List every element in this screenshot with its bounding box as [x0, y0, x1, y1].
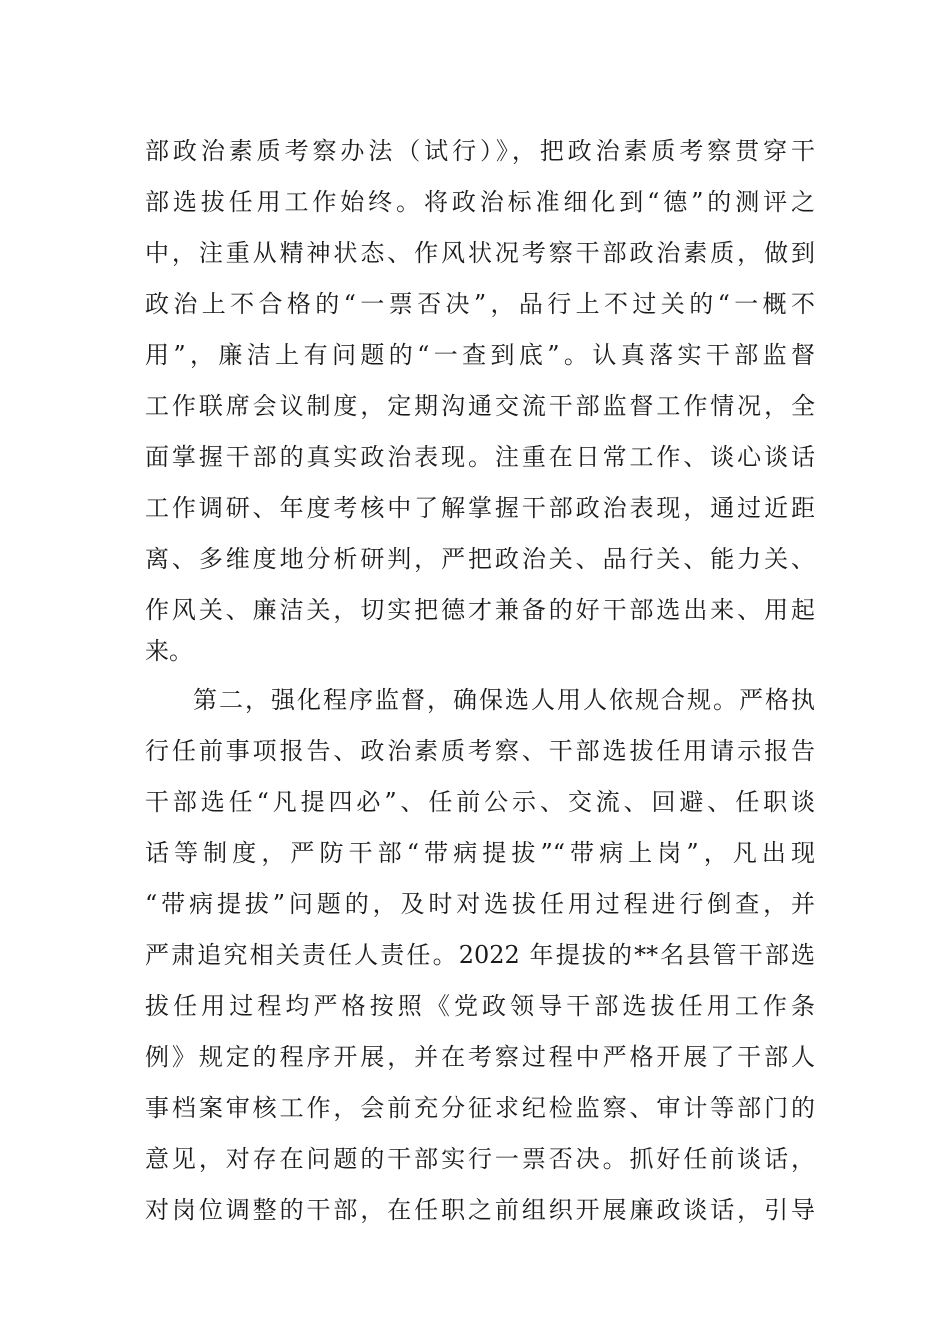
text-line: 意见，对存在问题的干部实行一票否决。抓好任前谈话，	[145, 1145, 815, 1173]
text-line: 用”，廉洁上有问题的“一查到底”。认真落实干部监督	[145, 341, 815, 369]
text-line: 严肃追究相关责任人责任。2022 年提拔的**名县管干部选	[145, 941, 815, 969]
text-line: 中，注重从精神状态、作风状况考察干部政治素质，做到	[145, 239, 815, 267]
text-line: 话等制度，严防干部“带病提拔”“带病上岗”，凡出现	[145, 839, 815, 867]
text-line: 工作联席会议制度，定期沟通交流干部监督工作情况，全	[145, 392, 815, 420]
text-line: 部选拔任用工作始终。将政治标准细化到“德”的测评之	[145, 188, 815, 216]
text-line: “带病提拔”问题的，及时对选拔任用过程进行倒查，并	[145, 890, 815, 918]
text-line: 拔任用过程均严格按照《党政领导干部选拔任用工作条	[145, 992, 815, 1020]
text-line: 离、多维度地分析研判，严把政治关、品行关、能力关、	[145, 545, 815, 573]
text-line: 政治上不合格的“一票否决”，品行上不过关的“一概不	[145, 290, 815, 318]
text-line: 作风关、廉洁关，切实把德才兼备的好干部选出来、用起	[145, 596, 815, 624]
text-line: 对岗位调整的干部，在任职之前组织开展廉政谈话，引导	[145, 1196, 815, 1224]
text-line: 来。	[145, 637, 193, 665]
text-line: 例》规定的程序开展，并在考察过程中严格开展了干部人	[145, 1043, 815, 1071]
text-line: 面掌握干部的真实政治表现。注重在日常工作、谈心谈话	[145, 443, 815, 471]
text-line: 部政治素质考察办法（试行）》，把政治素质考察贯穿干	[145, 137, 815, 165]
text-line: 行任前事项报告、政治素质考察、干部选拔任用请示报告	[145, 737, 815, 765]
text-line: 工作调研、年度考核中了解掌握干部政治表现，通过近距	[145, 494, 815, 522]
text-line: 事档案审核工作，会前充分征求纪检监察、审计等部门的	[145, 1094, 815, 1122]
text-line: 干部选任“凡提四必”、任前公示、交流、回避、任职谈	[145, 788, 815, 816]
text-line: 第二，强化程序监督，确保选人用人依规合规。严格执	[193, 686, 815, 714]
